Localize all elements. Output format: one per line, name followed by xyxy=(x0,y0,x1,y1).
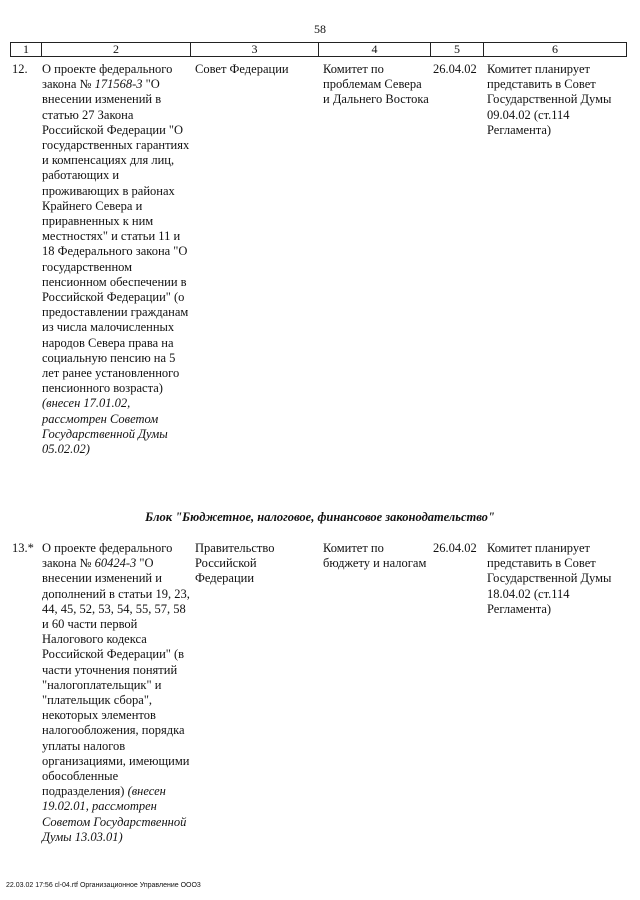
column-header: 4 xyxy=(319,43,431,57)
responsible-committee: Комитет по бюджету и налогам xyxy=(323,541,427,571)
bill-title: "О внесении изменений и дополнений в статьи 19, 23, 44, 45, 52, 53, 54, 55, 57, 58 и 60 части первой Налогового кодекса Российской Федерации" (в части уточнения понятий "налогоплательщик" и "плательщик сбора", некоторых элементов налогообложения, порядка уплаты налогов организациями, имеющими обособленные подразделения) xyxy=(42,556,190,799)
bill-description xyxy=(42,541,190,845)
bill-author: Правительство Российской Федерации xyxy=(195,541,275,586)
column-header: 3 xyxy=(191,43,319,57)
page-number: 58 xyxy=(314,22,326,36)
footer: 22.03.02 17:56 cl-04.rtf Организационное Управление ООО3 xyxy=(6,882,201,889)
column-header: 6 xyxy=(484,43,627,57)
bill-author: Совет Федерации xyxy=(195,62,289,76)
row-number: 13.* xyxy=(12,541,34,555)
bill-title: "О внесении изменений в статью 27 Закона Российской Федерации "О государственных гарантиях и компенсациях для лиц, работающих и проживающих в районах Крайнего Севера и приравненных к ним местностях" и статьи 11 и 18 Федерального закона "О государственном пенсионном обеспечении в Российской Федерации" (о предоставлении гражданам из числа малочисленных народов Севера права на социальную пенсию на 5 лет ранее установленного пенсионного возраста) xyxy=(42,77,190,396)
bill-prefix: О проекте федерального закона № xyxy=(42,541,173,571)
column-header-table xyxy=(10,42,627,57)
bill-prefix: О проекте федерального закона № xyxy=(42,62,173,92)
bill-number: 60424-3 xyxy=(91,556,137,571)
date: 26.04.02 xyxy=(433,541,477,555)
date: 26.04.02 xyxy=(433,62,477,76)
bill-number: 171568-3 xyxy=(91,77,143,92)
responsible-committee: Комитет по проблемам Севера и Дальнего Востока xyxy=(323,62,429,107)
bill-note: (внесен 17.01.02, рассмотрен Советом Государственной Думы 05.02.02) xyxy=(42,396,168,457)
column-header: 2 xyxy=(42,43,191,57)
column-header: 5 xyxy=(431,43,484,57)
plan-note: Комитет планирует представить в Совет Государственной Думы 18.04.02 (ст.114 Регламента) xyxy=(487,541,612,616)
plan-note: Комитет планирует представить в Совет Государственной Думы 09.04.02 (ст.114 Регламента) xyxy=(487,62,612,137)
column-header: 1 xyxy=(11,43,42,57)
bill-description xyxy=(42,62,190,457)
row-number: 12. xyxy=(12,62,28,76)
bill-note: (внесен 19.02.01, рассмотрен Советом Государственной Думы 13.03.01) xyxy=(42,784,187,844)
block-title: Блок "Бюджетное, налоговое, финансовое законодательство" xyxy=(145,510,495,524)
